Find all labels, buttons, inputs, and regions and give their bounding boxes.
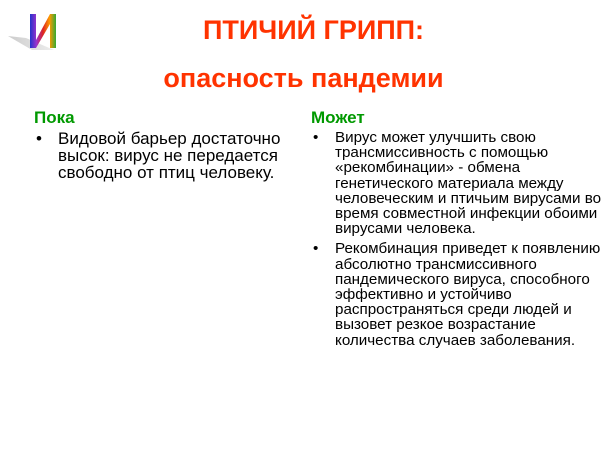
list-item [311,130,603,236]
list-item-text: Видовой барьер достаточно высок: вирус не передается свободно от птиц человеку. [58,129,281,182]
list-item-text: Вирус может улучшить свою трансмиссивность с помощью «рекомбинации» - обмена генетического материала между человеческим и птичьим вирусами во время совместной инфекции обоими вирусами человека. [335,129,602,238]
bullet-icon: • [313,129,319,146]
right-column-heading: Может [311,108,365,127]
right-bullet-list [311,130,603,348]
bullet-icon: • [313,240,319,258]
list-item [311,241,603,347]
list-item [34,130,284,181]
left-bullet-list [34,130,284,181]
bullet-icon: • [36,129,42,148]
slide-title-line2: опасность пандемии [163,63,444,93]
left-column-heading: Пока [34,108,75,127]
slide-title-line1: ПТИЧИЙ ГРИПП: [202,15,425,45]
list-item-text: Рекомбинация приведет к появлению абсолютно трансмиссивного пандемического вируса, способного эффективно и устойчиво распространяться среди людей и вызовет резкое возрастание количества случаев заболевания. [335,240,601,349]
